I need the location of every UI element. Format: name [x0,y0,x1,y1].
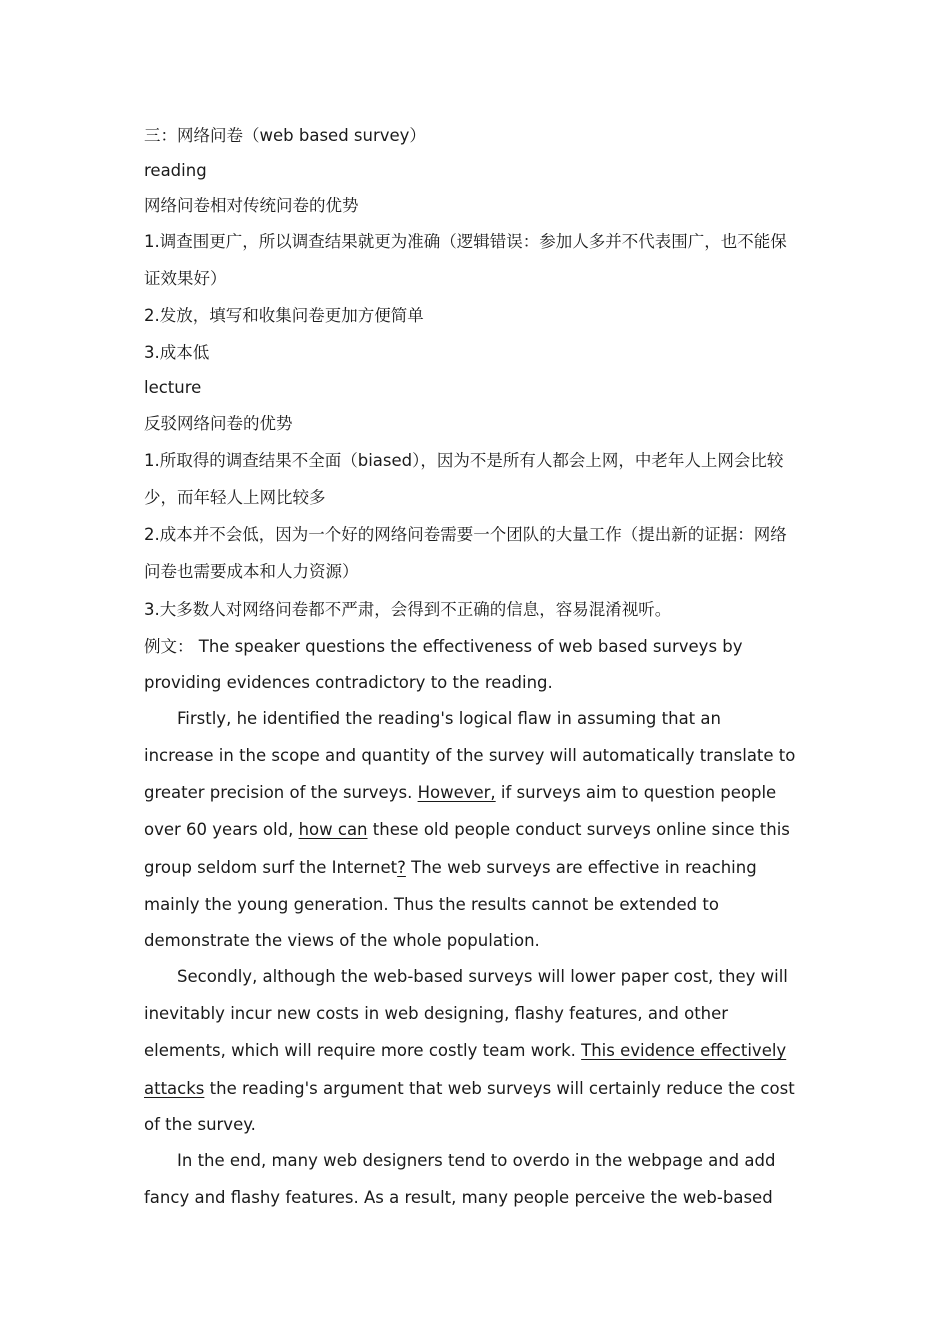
essay-para-2-line-2: inevitably incur new costs in web designing, flashy features, and other [144,1004,729,1024]
lecture-point-1-line-1: 1.所取得的调查结果不全面（biased），因为不是所有人都会上网，中老年人上网会比较 [144,450,784,470]
essay-para-1-line-3: greater precision of the surveys. However, if surveys aim to question people [144,783,777,803]
lecture-point-2-line-2: 问卷也需要成本和人力资源） [144,562,359,582]
reading-heading: reading [144,161,207,180]
lecture-point-2-line-1: 2.成本并不会低，因为一个好的网络问卷需要一个团队的大量工作（提出新的证据：网络 [144,525,787,545]
lecture-subheading: 反驳网络问卷的优势 [144,413,293,433]
essay-para-3-line-1: In the end, many web designers tend to overdo in the webpage and add [177,1150,776,1170]
reading-subheading: 网络问卷相对传统问卷的优势 [144,196,359,215]
essay-para-1-line-4: over 60 years old, how can these old people conduct surveys online since this [144,820,790,840]
essay-para-3-line-2: fancy and flashy features. As a result, many people perceive the web-based [144,1187,773,1207]
essay-para-2-line-5: of the survey. [144,1114,256,1134]
essay-para-1-line-6: mainly the young generation. Thus the results cannot be extended to [144,894,719,914]
essay-intro-line-2: providing evidences contradictory to the reading. [144,672,553,692]
underlined-phrase: However, [417,783,496,803]
section-title: 三：网络问卷（web based survey） [144,126,426,145]
lecture-point-3: 3.大多数人对网络问卷都不严肃，会得到不正确的信息，容易混淆视听。 [144,599,672,619]
underlined-phrase: ? [397,857,406,877]
reading-point-1-line-1: 1.调查围更广，所以调查结果就更为准确（逻辑错误：参加人多并不代表围广，也不能保 [144,232,787,251]
underlined-phrase: attacks [144,1078,205,1098]
essay-para-2-line-1: Secondly, although the web-based surveys will lower paper cost, they will [177,967,788,986]
reading-point-2: 2.发放，填写和收集问卷更加方便简单 [144,306,424,326]
essay-para-1-line-7: demonstrate the views of the whole population. [144,931,540,950]
essay-intro-line-1: 例文： The speaker questions the effectiveness of web based surveys by [144,636,743,656]
essay-para-2-line-4: attacks the reading's argument that web surveys will certainly reduce the cost [144,1078,795,1098]
lecture-heading: lecture [144,377,202,397]
lecture-point-1-line-2: 少，而年轻人上网比较多 [144,487,326,507]
reading-point-3: 3.成本低 [144,342,210,362]
underlined-phrase: how can [298,820,368,840]
document-page [144,118,810,1216]
essay-para-2-line-3: elements, which will require more costly team work. This evidence effectively [144,1041,787,1061]
essay-para-1-line-5: group seldom surf the Internet? The web surveys are effective in reaching [144,857,757,877]
underlined-phrase: This evidence effectively [581,1041,787,1061]
essay-para-1-line-1: Firstly, he identified the reading's logical flaw in assuming that an [177,708,721,728]
reading-point-1-line-2: 证效果好） [144,269,227,289]
essay-para-1-line-2: increase in the scope and quantity of the survey will automatically translate to [144,746,796,766]
